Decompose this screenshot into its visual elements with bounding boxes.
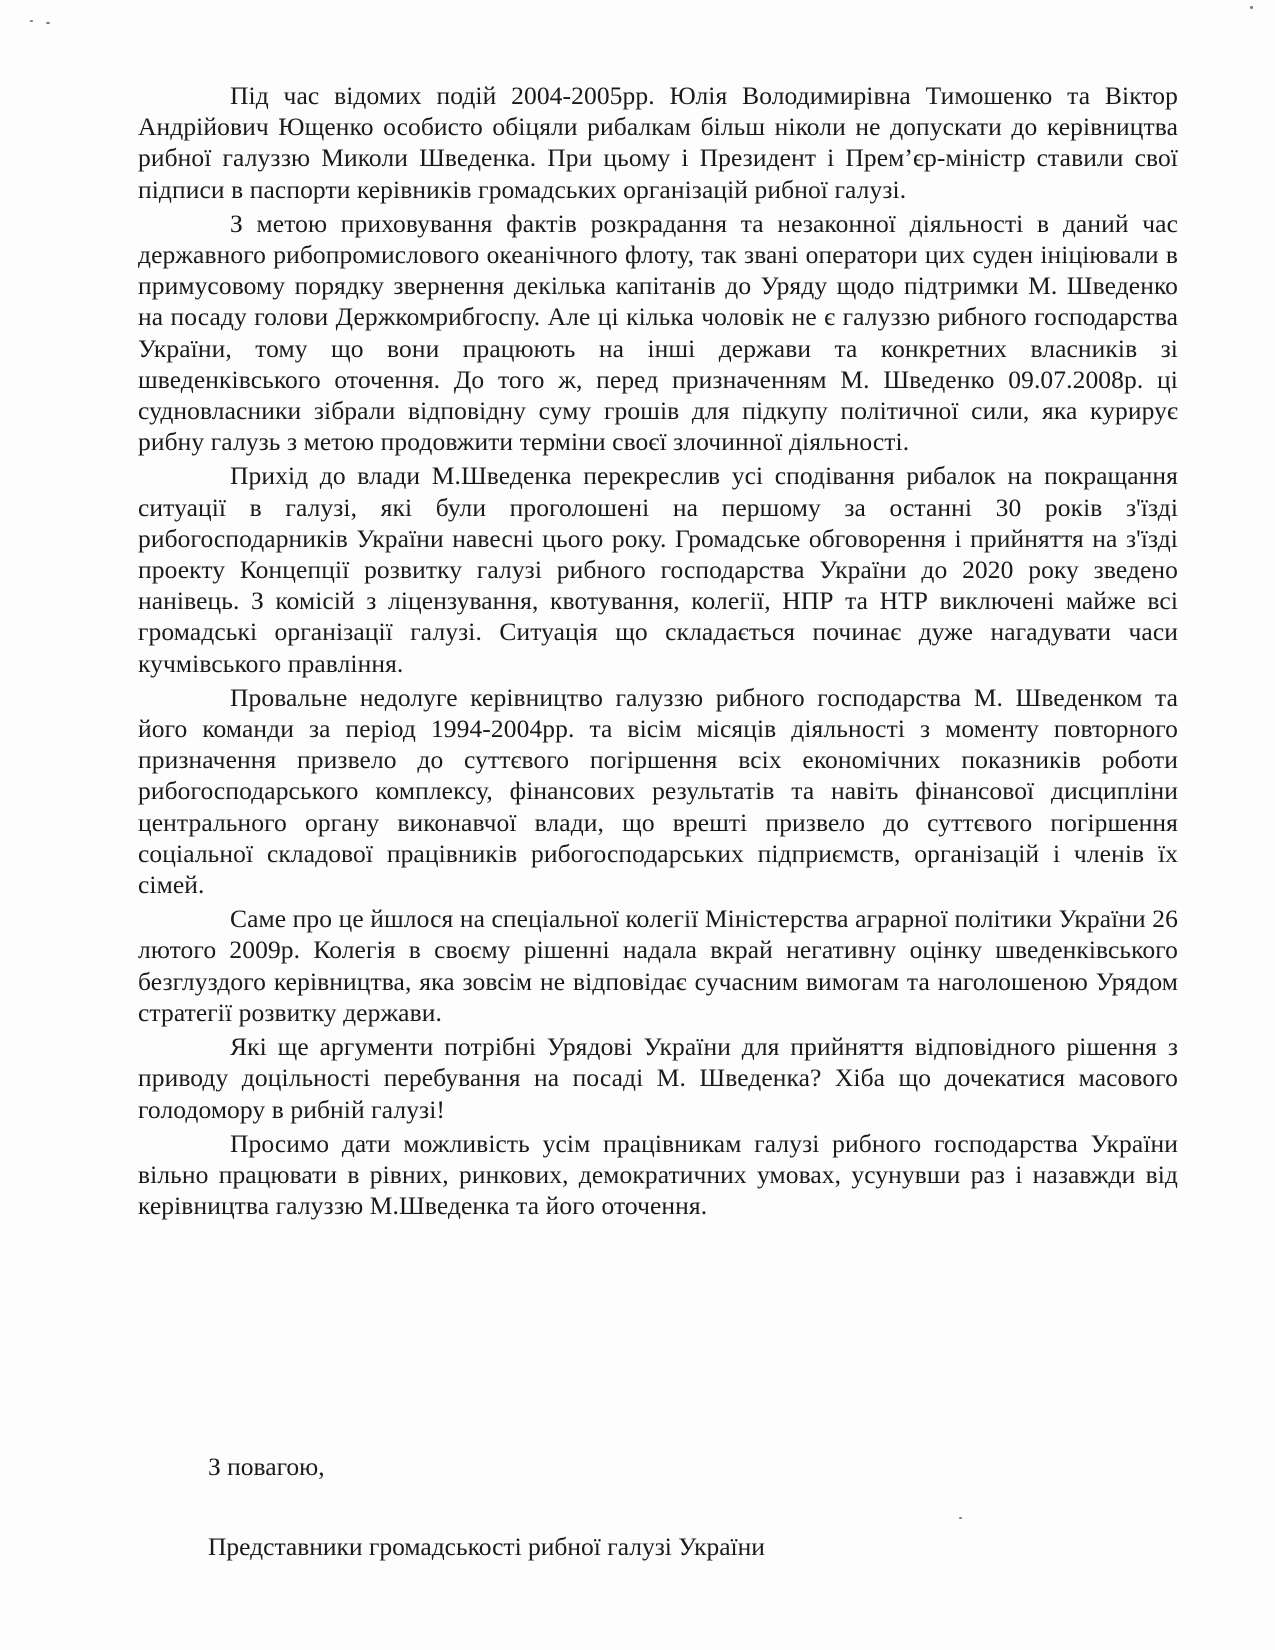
paragraph-2: З метою приховування фактів розкрадання та незаконної діяльності в даний час державного рибопромислового океанічного флоту, так звані оператори цих суден ініціювали в примусовому порядку звернення декілька капітанів до Уряду щодо підтримки М. Шведенко на посаду голови Держкомрибгоспу. Але ці кілька чоловік не є галуззю рибного господарства України, тому що вони працюють на інші держави та конкретних власників зі шведенківського оточення. До того ж, перед призначенням М. Шведенко 09.07.2008р. ці судновласники зібрали відповідну суму грошів для підкупу політичної сили, яка курирує рибну галузь з метою продовжити терміни своєї злочинної діяльності.	[138, 208, 1178, 457]
letter-body	[138, 80, 1178, 1221]
paragraph-5: Саме про це йшлося на спеціальної колегії Міністерства аграрної політики України 26 лютого 2009р. Колегія в своєму рішенні надала вкрай негативну оцінку шведенківського безглуздого керівництва, яка зовсім не відповідає сучасним вимогам та наголошеною Урядом стратегії розвитку держави.	[138, 904, 1178, 1027]
scan-speck	[30, 20, 33, 22]
paragraph-3: Прихід до влади М.Шведенка перекреслив усі сподівання рибалок на покращання ситуації в галузі, які були проголошені на першому за останні 30 років з'їзді рибогосподарників України навесні цього року. Громадське обговорення і прийняття на з'їзді проекту Концепції розвитку галузі рибного господарства України до 2020 року зведено нанівець. З комісій з ліцензування, квотування, колегії, НПР та НТР виключені майже всі громадські організації галузі. Ситуація що складається починає дуже нагадувати часи кучмівського правління.	[138, 461, 1178, 678]
paragraph-6: Які ще аргументи потрібні Урядові України для прийняття відповідного рішення з приводу доцільності перебування на посаді М. Шведенка? Хіба що дочекатися масового голодомору в рибній галузі!	[138, 1032, 1178, 1124]
scan-speck	[1250, 6, 1253, 9]
paragraph-1: Під час відомих подій 2004-2005рр. Юлія Володимирівна Тимошенко та Віктор Андрійович Ющенко особисто обіцяли рибалкам більш ніколи не допускати до керівництва рибної галуззю Миколи Шведенка. При цьому і Президент і Прем’єр-міністр ставили свої підписи в паспорти керівників громадських організацій рибної галузі.	[138, 81, 1178, 204]
paragraph-4: Провальне недолуге керівництво галуззю рибного господарства М. Шведенком та його команди за період 1994-2004рр. та вісім місяців діяльності з моменту повторного призначення призвело до суттєвого погіршення всіх економічних показників роботи рибогосподарського комплексу, фінансових результатів та навіть фінансової дисципліни центрального органу виконавчої влади, що врешті призвело до суттєвого погіршення соціальної складової працівників рибогосподарських підприємств, організацій і членів їх сімей.	[138, 682, 1178, 900]
closing-salutation: З повагою,	[208, 1452, 325, 1481]
signature-line: Представники громадськості рибної галузі України	[208, 1532, 765, 1561]
scan-speck	[959, 1517, 962, 1519]
paragraph-7: Просимо дати можливість усім працівникам галузі рибного господарства України вільно працювати в рівних, ринкових, демократичних умовах, усунувши раз і назавжди від керівництва галуззю М.Шведенка та його оточення.	[138, 1128, 1178, 1221]
scan-speck	[46, 22, 50, 24]
